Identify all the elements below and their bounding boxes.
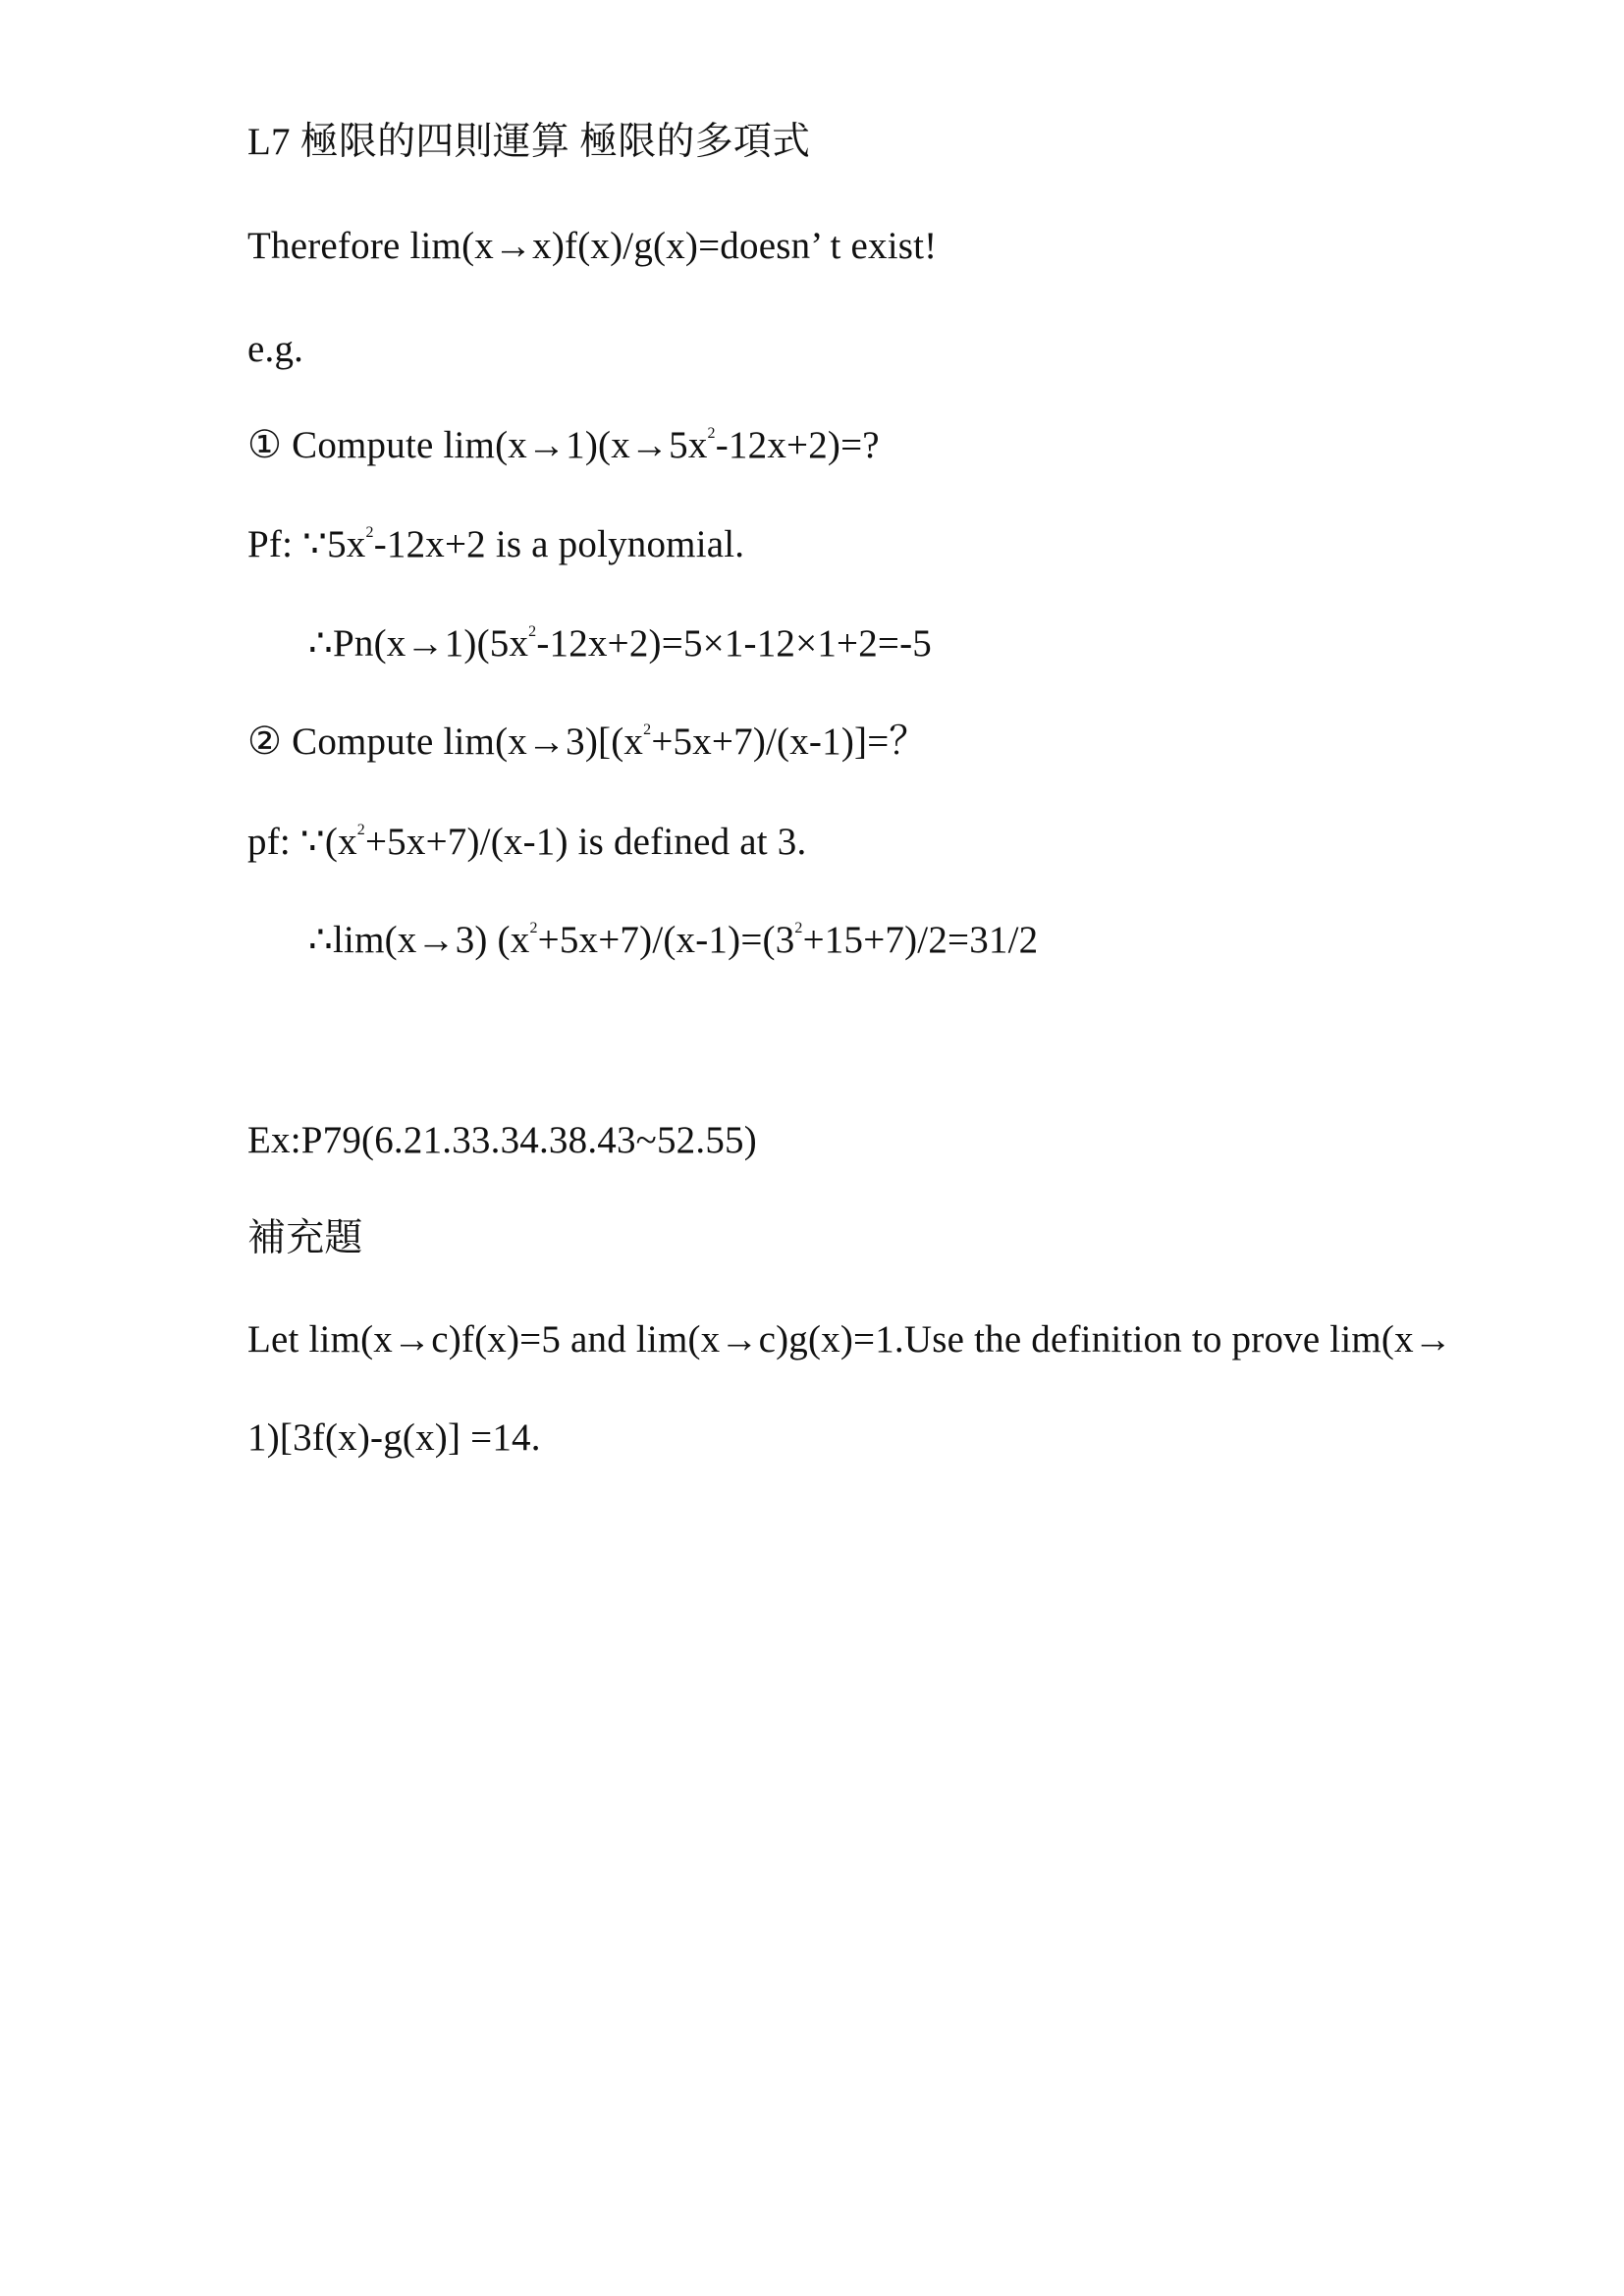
eg-label: e.g. [247, 328, 304, 370]
example-2-question [247, 722, 928, 761]
exercise-reference: Ex:P79(6.21.33.34.38.43~52.55) [247, 1119, 757, 1161]
supplement-title: 補充題 [247, 1217, 363, 1259]
text-segment: ∴Pn(x→1)(5x [308, 622, 529, 665]
text-segment: -12x+2)=? [715, 424, 880, 466]
exponent: 2 [643, 721, 652, 738]
example-2-conclusion [308, 921, 1038, 959]
text-segment: -12x+2)=5×1-12×1+2=-5 [536, 622, 932, 665]
supplement-line-1: Let lim(x→c)f(x)=5 and lim(x→c)g(x)=1.Use the definition to prove lim(x→ [247, 1318, 1452, 1361]
exponent: 2 [794, 920, 803, 936]
exponent: 2 [365, 524, 374, 541]
exponent: 2 [529, 920, 538, 936]
exponent: 2 [528, 623, 537, 640]
text-segment: +5x+7)/(x-1)]=？ [651, 721, 928, 763]
supplement-line-2: 1)[3f(x)-g(x)] =14. [247, 1416, 541, 1459]
example-1-question [247, 426, 880, 464]
text-segment: ② Compute lim(x→3)[(x [247, 721, 644, 763]
page-title: L7 極限的四則運算 極限的多項式 [247, 121, 811, 163]
example-2-proof [247, 823, 806, 861]
text-segment: +5x+7)/(x-1)=(3 [537, 919, 795, 961]
text-segment: +15+7)/2=31/2 [802, 919, 1039, 961]
exponent: 2 [707, 425, 716, 442]
text-segment: ① Compute lim(x→1)(x→5x [247, 424, 708, 466]
text-segment: Pf: ∵5x [247, 523, 366, 565]
text-segment: ∴lim(x→3) (x [308, 919, 530, 961]
exponent: 2 [356, 822, 365, 838]
text-segment: pf: ∵(x [247, 821, 357, 863]
text-segment: -12x+2 is a polynomial. [373, 523, 745, 565]
text-segment: +5x+7)/(x-1) is defined at 3. [364, 821, 807, 863]
example-1-proof [247, 525, 744, 563]
example-1-conclusion [308, 624, 932, 663]
therefore-line: Therefore lim(x→x)f(x)/g(x)=doesn’ t exist! [247, 225, 938, 267]
